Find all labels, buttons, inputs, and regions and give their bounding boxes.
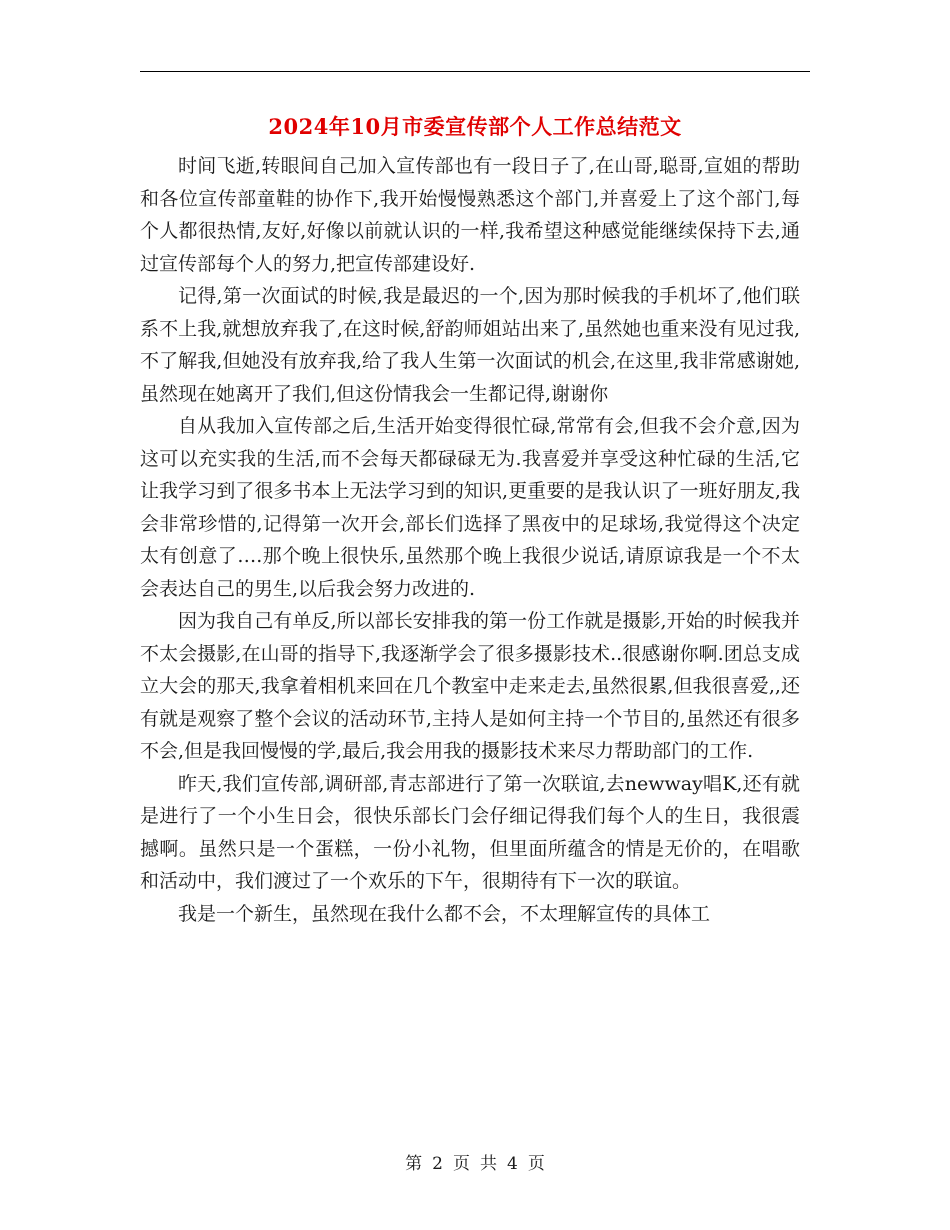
document-body (140, 150, 800, 930)
footer-total-prefix: 共 (480, 1154, 497, 1174)
footer-prefix: 第 (405, 1154, 423, 1174)
paragraph-6: 我是一个新生，虽然现在我什么都不会，不太理解宣传的具体工 (178, 902, 711, 925)
document-title: 2024年10月市委宣传部个人工作总结范文 (268, 114, 682, 139)
header-rule (140, 71, 810, 72)
paragraph-1: 时间飞逝,转眼间自己加入宣传部也有一段日子了,在山哥,聪哥,宣姐的帮助和各位宣传部童鞋的协作下,我开始慢慢熟悉这个部门,并喜爱上了这个部门,每个人都很热情,友好,好像以前就认识的一样,我希望这种感觉能继续保持下去,通过宣传部每个人的努力,把宣传部建设好. (140, 155, 800, 275)
paragraph-5: 昨天,我们宣传部,调研部,青志部进行了第一次联谊,去newway唱K,还有就是进行了一个小生日会，很快乐部长门会仔细记得我们每个人的生日，我很震撼啊。虽然只是一个蛋糕，一份小礼物，但里面所蕴含的情是无价的，在唱歌和活动中，我们渡过了一个欢乐的下午，很期待有下一次的联谊。 (140, 772, 800, 892)
paragraph-3: 自从我加入宣传部之后,生活开始变得很忙碌,常常有会,但我不会介意,因为这可以充实我的生活,而不会每天都碌碌无为.我喜爱并享受这种忙碌的生活,它让我学习到了很多书本上无法学习到的知识,更重要的是我认识了一班好朋友,我会非常珍惜的,记得第一次开会,部长们选择了黑夜中的足球场,我觉得这个决定太有创意了….那个晚上很快乐,虽然那个晚上我很少说话,请原谅我是一个不太会表达自己的男生,以后我会努力改进的. (140, 415, 800, 600)
footer-suffix: 页 (527, 1154, 545, 1174)
paragraph-4: 因为我自己有单反,所以部长安排我的第一份工作就是摄影,开始的时候我并不太会摄影,在山哥的指导下,我逐渐学会了很多摄影技术..很感谢你啊.团总支成立大会的那天,我拿着相机来回在几个教室中走来走去,虽然很累,但我很喜爱,,还有就是观察了整个会议的活动环节,主持人是如何主持一个节目的,虽然还有很多不会,但是我回慢慢的学,最后,我会用我的摄影技术来尽力帮助部门的工作. (140, 610, 800, 762)
footer-page-total: 4 (507, 1154, 518, 1174)
paragraph-2: 记得,第一次面试的时候,我是最迟的一个,因为那时候我的手机坏了,他们联系不上我,就想放弃我了,在这时候,舒韵师姐站出来了,虽然她也重来没有见过我,不了解我,但她没有放弃我,给了我人生第一次面试的机会,在这里,我非常感谢她,虽然现在她离开了我们,但这份情我会一生都记得,谢谢你 (140, 285, 800, 405)
footer-page-current: 2 (432, 1154, 443, 1174)
footer-page-label: 页 (453, 1154, 470, 1174)
page-footer (0, 1152, 950, 1176)
